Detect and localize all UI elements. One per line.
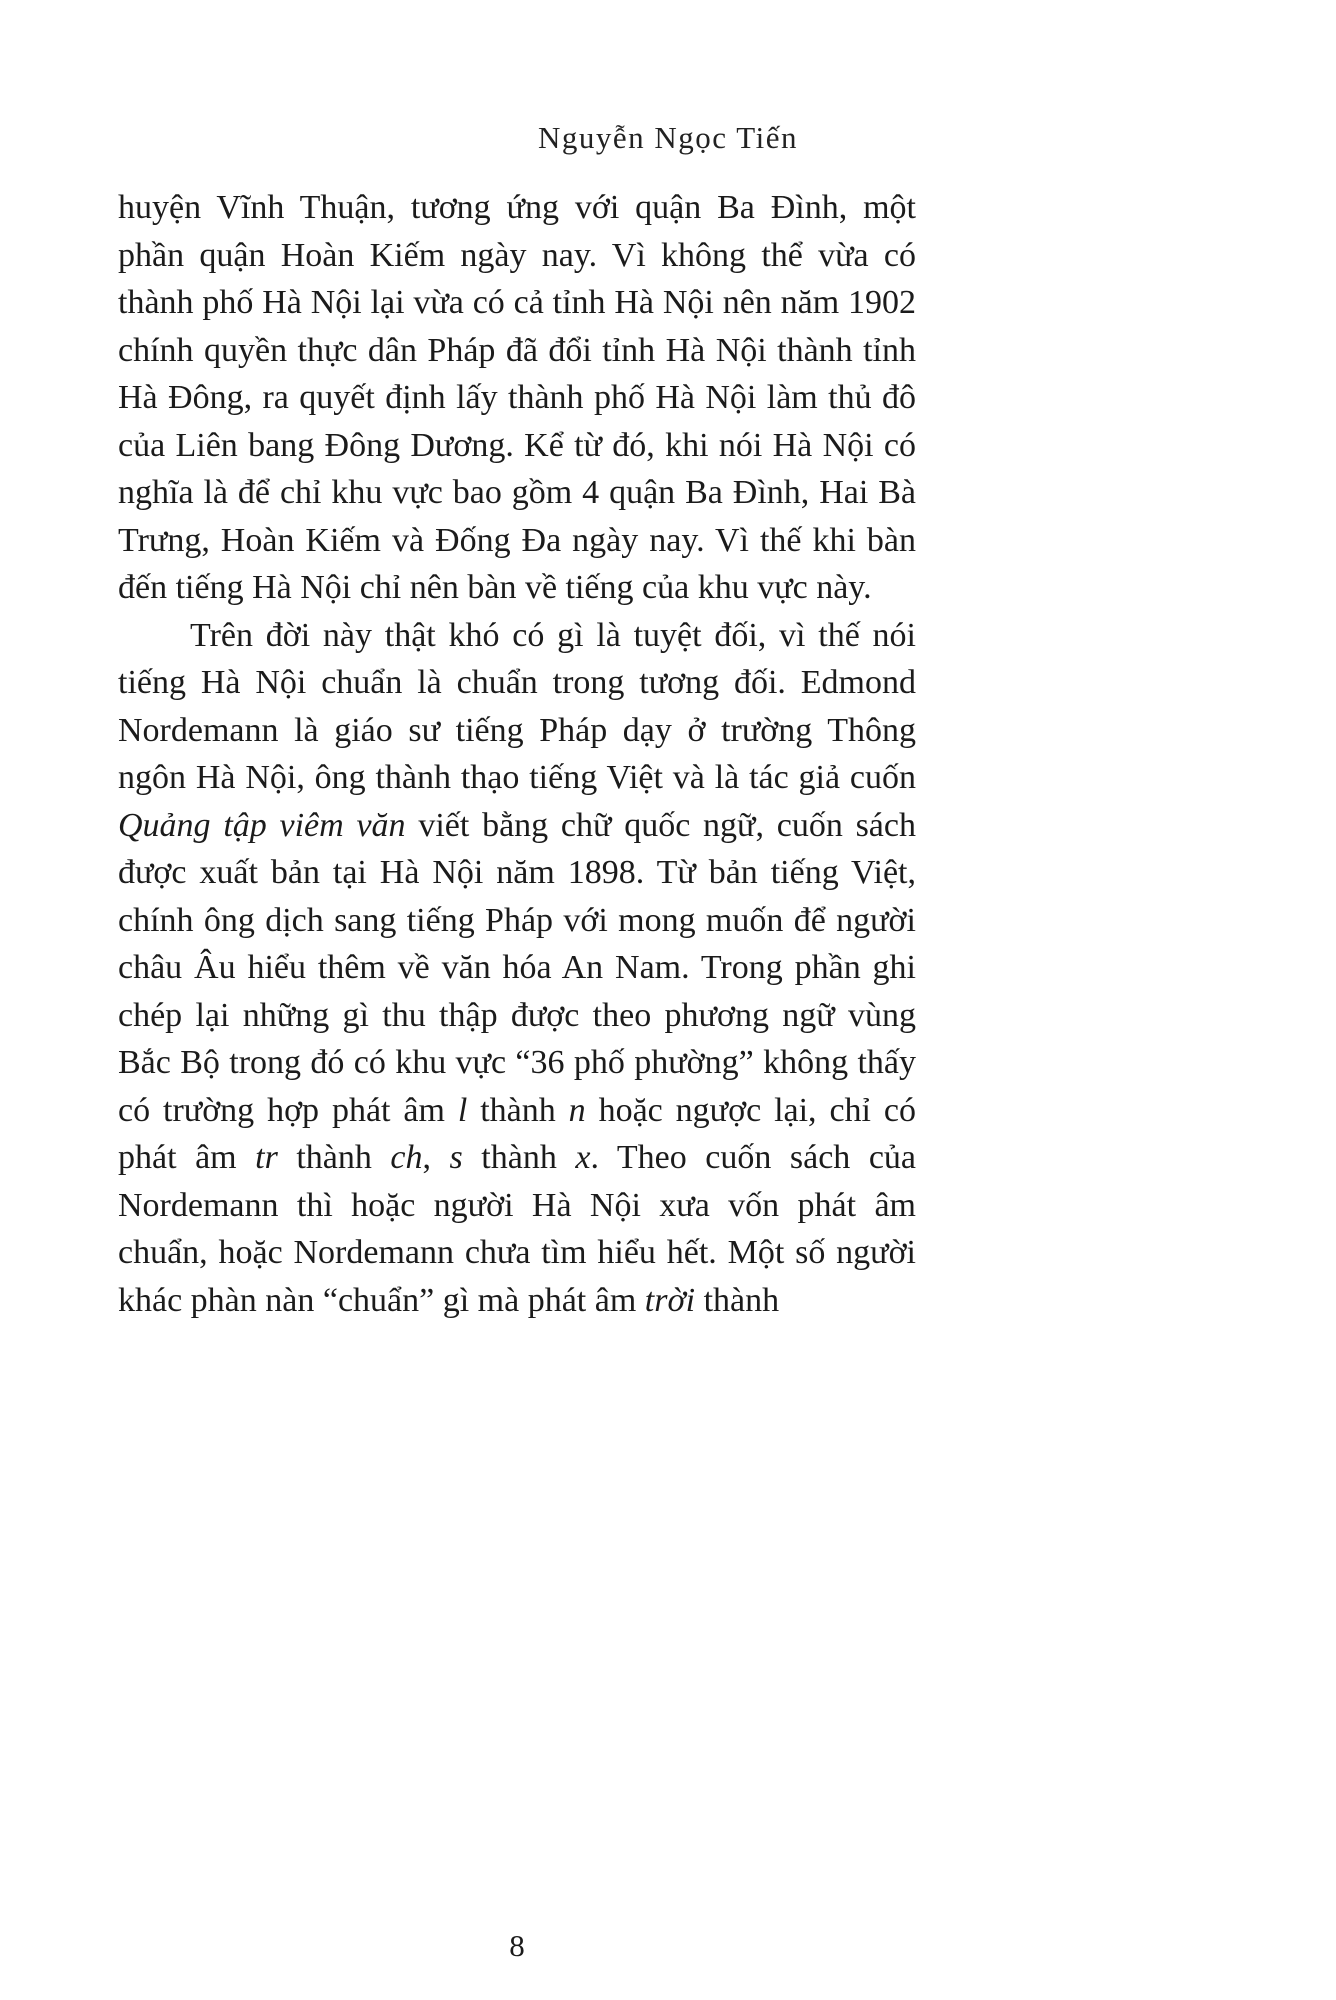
- body-text: ,: [422, 1139, 450, 1176]
- body-text: Trên đời này thật khó có gì là tuyệt đối, vì thế nói tiếng Hà Nội chuẩn là chuẩn trong tương đối. Edmond Nordemann là giáo sư tiếng Pháp dạy ở trường Thông ngôn Hà Nội, ông thành thạo tiếng Việt và là tác giả cuốn: [118, 616, 916, 796]
- italic-text: l: [457, 1091, 468, 1129]
- running-header: Nguyễn Ngọc Tiến: [538, 120, 798, 155]
- italic-text: x: [575, 1139, 591, 1176]
- body-text: thành: [695, 1281, 780, 1319]
- page-number: 8: [509, 1928, 525, 1963]
- body-text: . Theo cuốn sách của Nordemann thì hoặc người Hà Nội xưa vốn phát âm chuẩn, hoặc Nordemann chưa tìm hiểu hết. Một số người khác phàn nàn “chuẩn” gì mà phát âm: [118, 1139, 917, 1319]
- body-text: viết bằng chữ quốc ngữ, cuốn sách được xuất bản tại Hà Nội năm 1898. Từ bản tiếng Việt, chính ông dịch sang tiếng Pháp với mong muốn để người châu Âu hiểu thêm về văn hóa An Nam. Trong phần ghi chép lại những gì thu thập được theo phương ngữ vùng Bắc Bộ trong đó có khu vực “36 phố phường” không thấy có trường hợp phát âm: [118, 806, 916, 1129]
- body-text: thành: [462, 1139, 576, 1176]
- body-text: thành: [277, 1139, 391, 1176]
- paragraph: [118, 612, 916, 1325]
- italic-text: n: [568, 1091, 586, 1129]
- italic-text: tr: [255, 1139, 278, 1176]
- page-body: [118, 184, 916, 1324]
- body-text: thành: [467, 1091, 569, 1129]
- italic-text: trời: [644, 1281, 696, 1319]
- body-text: hoặc ngược lại, chỉ có phát âm: [118, 1091, 916, 1176]
- paragraph: [118, 184, 916, 612]
- body-text: huyện Vĩnh Thuận, tương ứng với quận Ba Đình, một phần quận Hoàn Kiếm ngày nay. Vì không thể vừa có thành phố Hà Nội lại vừa có cả tỉnh Hà Nội nên năm 1902 chính quyền thực dân Pháp đã đổi tỉnh Hà Nội thành tỉnh Hà Đông, ra quyết định lấy thành phố Hà Nội làm thủ đô của Liên bang Đông Dương. Kể từ đó, khi nói Hà Nội có nghĩa là để chỉ khu vực bao gồm 4 quận Ba Đình, Hai Bà Trưng, Hoàn Kiếm và Đống Đa ngày nay. Vì thế khi bàn đến tiếng Hà Nội chỉ nên bàn về tiếng của khu vực này.: [118, 189, 916, 606]
- italic-text: Quảng tập viêm văn: [118, 806, 406, 844]
- italic-text: s: [449, 1139, 463, 1176]
- italic-text: ch: [390, 1139, 423, 1176]
